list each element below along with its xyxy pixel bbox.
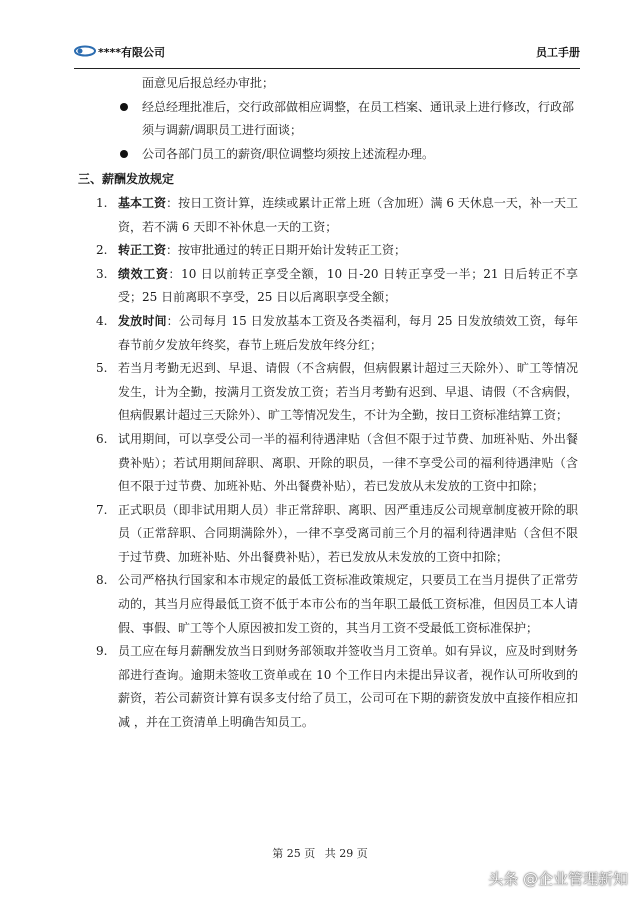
item-number: 8. <box>96 573 108 588</box>
item-number: 7. <box>96 502 108 517</box>
page-header <box>74 40 580 69</box>
list-item <box>78 263 578 310</box>
list-item <box>78 569 578 640</box>
list-item <box>78 499 578 570</box>
item-number: 1. <box>96 195 108 210</box>
item-number: 6. <box>96 431 108 446</box>
item-text: ：按日工资计算，连续或累计正常上班（含加班）满 6 天休息一天，补一天工资，若不满 6 天即不补休息一天的工资； <box>118 195 578 234</box>
item-text: 若当月考勤无迟到、早退、请假（不含病假，但病假累计超过三天除外）、旷工等情况发生，计为全勤，按满月工资发放工资；若当月考勤有迟到、早退、请假（不含病假，但病假累计超过三天除外）、旷工等情况发生，不计为全勤，按日工资标准结算工资； <box>118 361 578 423</box>
page-content <box>78 72 578 735</box>
item-text: 公司严格执行国家和本市规定的最低工资标准政策规定，只要员工在当月提供了正常劳动的，其当月应得最低工资不低于本市公布的当年职工最低工资标准，但因员工本人请假、事假、旷工等个人原因被扣发工资的，其当月工资不受最低工资标准保护； <box>118 573 578 635</box>
item-text: 员工应在每月薪酬发放当日到财务部领取并签收当月工资单。如有异议，应及时到财务部进行查询。逾期未签收工资单或在 10 个工作日内未提出异议者，视作认可所收到的薪资，若公司薪资计算有误多支付给了员工，公司可在下期的薪资发放中直接作相应扣减 ，并在工资清单上明确告知员工。 <box>118 644 578 730</box>
item-label: 基本工资 <box>118 195 167 210</box>
watermark: 头条 @企业管理新知 <box>488 870 628 888</box>
list-item <box>78 357 578 428</box>
bullet-dot-icon <box>120 150 128 158</box>
bullet-text: 公司各部门员工的薪资/职位调整均须按上述流程办理。 <box>142 146 435 161</box>
item-label: 发放时间 <box>118 313 167 328</box>
document-name: 员工手册 <box>536 46 580 59</box>
list-item <box>78 640 578 734</box>
company-name: ****有限公司 <box>98 46 166 59</box>
list-item <box>78 310 578 357</box>
item-text: ：按审批通过的转正日期开始计发转正工资； <box>166 243 407 258</box>
item-label: 转正工资 <box>118 243 167 258</box>
item-number: 3. <box>96 266 108 281</box>
section-title: 三、薪酬发放规定 <box>78 172 175 187</box>
page-total: 共 29 页 <box>324 847 368 860</box>
page-footer <box>0 845 640 861</box>
list-item <box>78 239 578 263</box>
item-number: 5. <box>96 361 108 376</box>
item-number: 4. <box>96 313 108 328</box>
item-number: 2. <box>96 243 108 258</box>
item-number: 9. <box>96 644 108 659</box>
bullet-dot-icon <box>120 103 128 111</box>
bullet-text: 经总经理批准后，交行政部做相应调整，在员工档案、通讯录上进行修改，行政部须与调薪/调职员工进行面谈； <box>142 99 575 138</box>
list-item <box>78 192 578 239</box>
company-logo-icon <box>74 45 96 57</box>
bullet-item <box>78 143 578 167</box>
bullet-item <box>78 96 578 143</box>
item-text: ：公司每月 15 日发放基本工资及各类福利，每月 25 日发放绩效工资，每年春节前夕发放年终奖，春节上班后发放年终分红； <box>118 313 578 352</box>
item-text: 试用期间，可以享受公司一半的福利待遇津贴（含但不限于过节费、加班补贴、外出餐费补贴）；若试用期间辞职、离职、开除的职员，一律不享受公司的福利待遇津贴（含但不限于过节费、加班补贴、外出餐费补贴），若已发放从未发放的工资中扣除； <box>118 431 578 494</box>
list-item <box>78 428 578 499</box>
page-number: 第 25 页 <box>272 847 316 860</box>
item-text: ：10 日以前转正享受全额，10 日-20 日转正享受一半；21 日后转正不享受；25 日前离职不享受，25 日以后离职享受全额； <box>118 266 578 305</box>
item-text: 正式职员（即非试用期人员）非正常辞职、离职、因严重违反公司规章制度被开除的职员（正常辞职、合同期满除外），一律不享受离司前三个月的福利待遇津贴（含但不限于过节费、加班补贴、外出餐费补贴），若已发放从未发放的工资中扣除； <box>118 502 578 564</box>
bullet-text: 面意见后报总经办审批； <box>142 76 275 90</box>
bullet-continuation <box>78 72 578 96</box>
item-label: 绩效工资 <box>118 266 169 281</box>
